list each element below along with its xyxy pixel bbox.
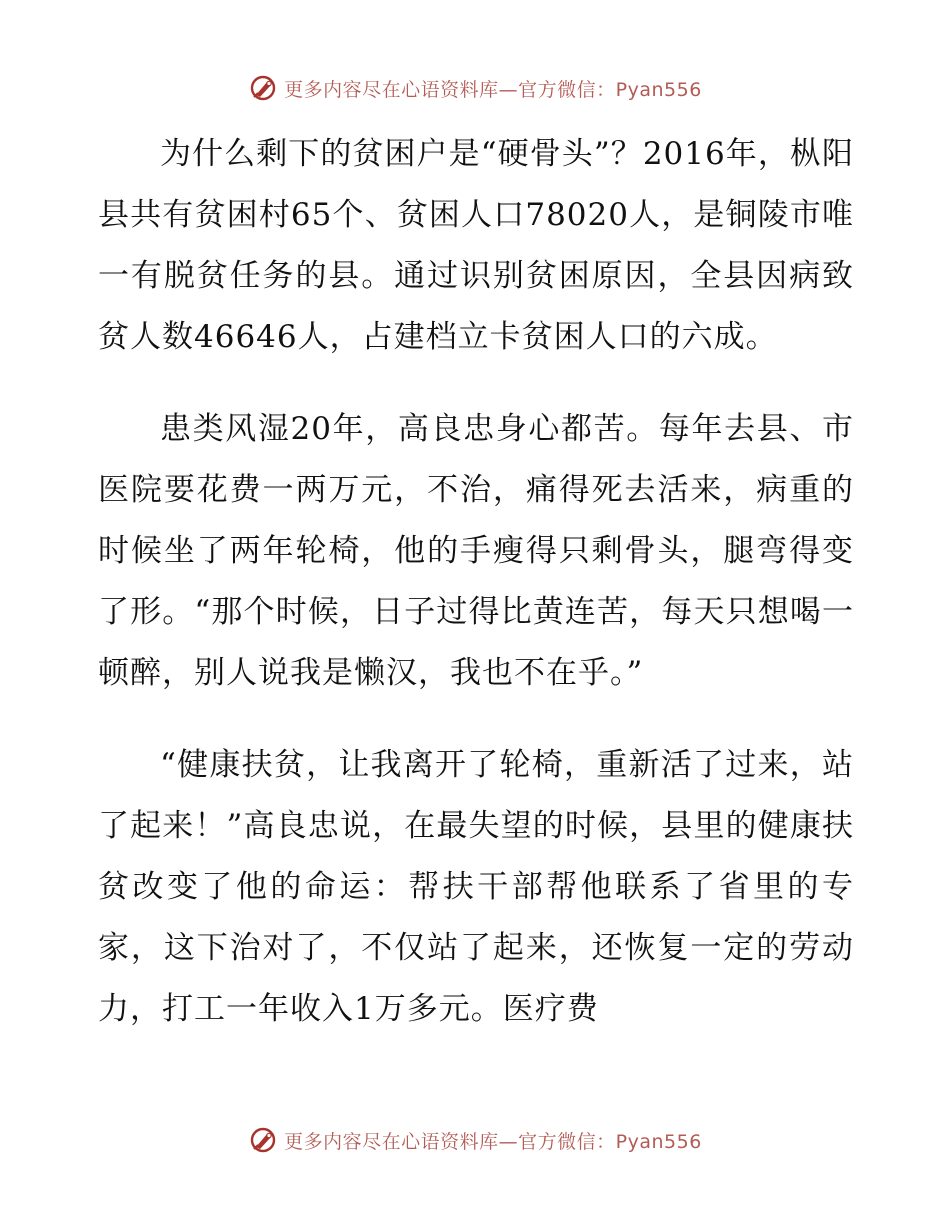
paragraph-3: “健康扶贫，让我离开了轮椅，重新活了过来，站了起来！”高良忠说，在最失望的时候，县里的健康扶贫改变了他的命运：帮扶干部帮他联系了省里的专家，这下治对了，不仅站了起来，还恢复一定的劳动力，打工一年收入1万多元。医疗费 — [98, 747, 854, 1027]
header-banner-text: 更多内容尽在心语资料库—官方微信：Pyan556 — [284, 78, 702, 101]
pen-nib-logo-icon — [248, 73, 278, 103]
paragraph-1: 为什么剩下的贫困户是“硬骨头”？2016年，枞阳县共有贫困村65个、贫困人口78020人，是铜陵市唯一有脱贫任务的县。通过识别贫困原因，全县因病致贫人数46646人，占建档立卡贫困人口的六成。 — [98, 136, 854, 355]
paragraph-2: 患类风湿20年，高良忠身心都苦。每年去县、市医院要花费一两万元，不治，痛得死去活来，病重的时候坐了两年轮椅，他的手瘦得只剩骨头，腿弯得变了形。“那个时候，日子过得比黄连苦，每天只想喝一顿醉，别人说我是懒汉，我也不在乎。” — [98, 411, 854, 691]
footer-watermark-banner — [0, 1120, 950, 1160]
footer-banner-text: 更多内容尽在心语资料库—官方微信：Pyan556 — [284, 1130, 702, 1153]
article-body — [98, 124, 854, 1040]
header-watermark-banner — [0, 68, 950, 108]
pen-nib-logo-icon — [248, 1125, 278, 1155]
